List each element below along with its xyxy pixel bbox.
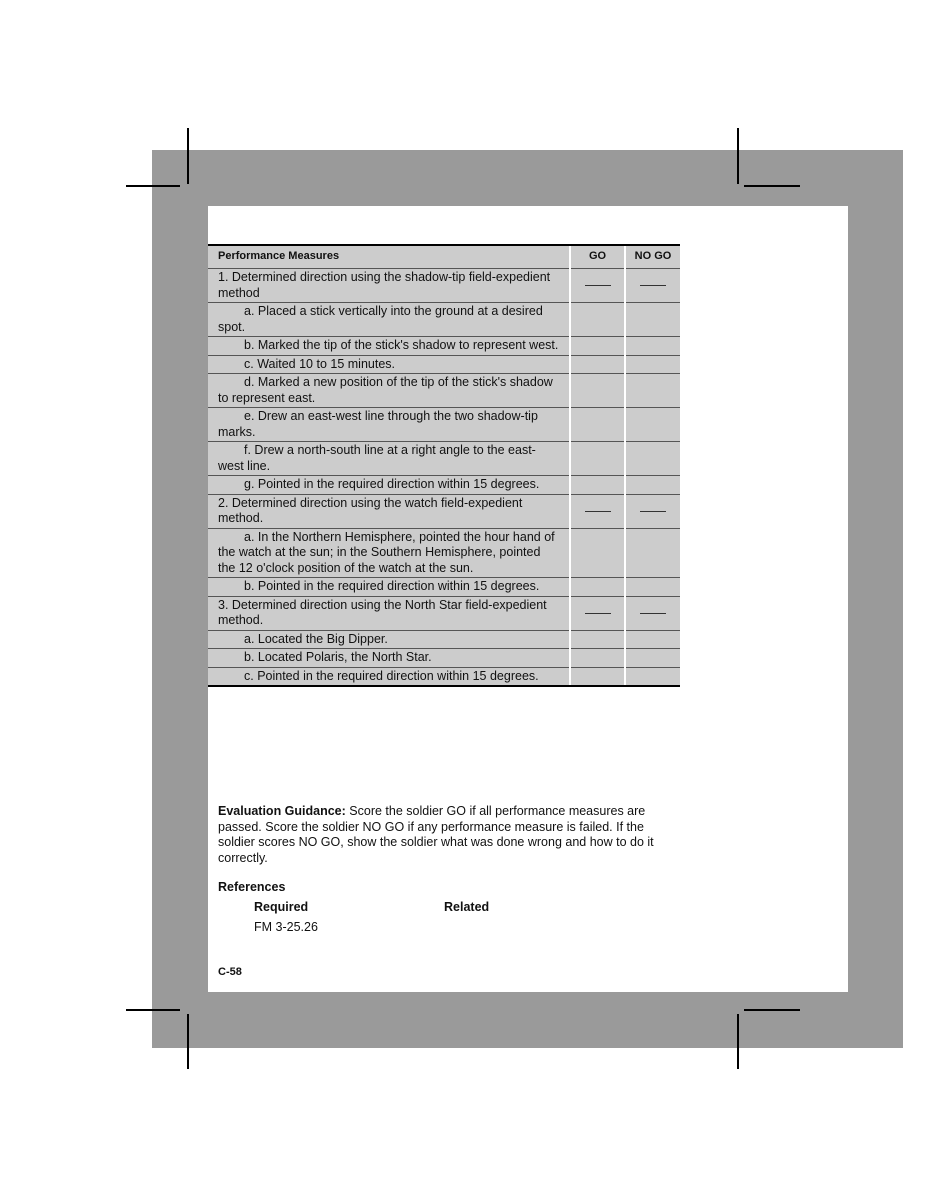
required-heading: Required [254, 900, 309, 914]
no-go-cell [625, 578, 680, 597]
go-cell [570, 528, 625, 578]
no-go-cell [625, 355, 680, 374]
go-cell [570, 337, 625, 356]
header-no-go: NO GO [625, 245, 680, 269]
crop-mark [737, 1014, 739, 1069]
performance-measures-table [208, 244, 680, 687]
required-reference-item: FM 3-25.26 [254, 920, 318, 934]
measure-text: 2. Determined direction using the watch field-expedient method. [208, 494, 570, 528]
no-go-cell [625, 408, 680, 442]
score-blank-line [640, 601, 666, 614]
table-row [208, 303, 680, 337]
go-cell [570, 649, 625, 668]
related-heading: Related [444, 900, 490, 914]
table-row [208, 355, 680, 374]
guidance-label: Evaluation Guidance: [218, 804, 346, 818]
no-go-cell [625, 667, 680, 686]
page-number: C-58 [218, 966, 242, 978]
no-go-cell [625, 649, 680, 668]
table-row [208, 408, 680, 442]
table-row [208, 578, 680, 597]
no-go-cell [625, 596, 680, 630]
crop-mark [126, 1009, 180, 1011]
table-row [208, 442, 680, 476]
go-cell [570, 442, 625, 476]
score-blank-line [585, 601, 611, 614]
measure-text: g. Pointed in the required direction within 15 degrees. [208, 476, 570, 495]
crop-mark [126, 185, 180, 187]
table-row [208, 494, 680, 528]
go-cell [570, 596, 625, 630]
no-go-cell [625, 337, 680, 356]
measure-text: b. Located Polaris, the North Star. [208, 649, 570, 668]
table-row [208, 596, 680, 630]
crop-mark [187, 1014, 189, 1069]
table-row [208, 374, 680, 408]
measure-text: d. Marked a new position of the tip of the stick's shadow to represent east. [208, 374, 570, 408]
measure-text: a. In the Northern Hemisphere, pointed the hour hand of the watch at the sun; in the Southern Hemisphere, pointed the 12 o'clock position of the watch at the sun. [208, 528, 570, 578]
no-go-cell [625, 476, 680, 495]
crop-mark [744, 185, 800, 187]
go-cell [570, 630, 625, 649]
go-cell [570, 408, 625, 442]
score-blank-line [640, 499, 666, 512]
crop-mark [744, 1009, 800, 1011]
crop-mark [737, 128, 739, 184]
no-go-cell [625, 374, 680, 408]
crop-mark [187, 128, 189, 184]
table-header-row [208, 245, 680, 269]
table-row [208, 528, 680, 578]
go-cell [570, 355, 625, 374]
measure-text: a. Located the Big Dipper. [208, 630, 570, 649]
header-go: GO [570, 245, 625, 269]
score-blank-line [640, 273, 666, 286]
score-blank-line [585, 273, 611, 286]
table-row [208, 649, 680, 668]
no-go-cell [625, 303, 680, 337]
go-cell [570, 374, 625, 408]
measure-text: c. Waited 10 to 15 minutes. [208, 355, 570, 374]
table-row [208, 337, 680, 356]
no-go-cell [625, 442, 680, 476]
references-title: References [218, 880, 286, 894]
no-go-cell [625, 528, 680, 578]
measure-text: b. Marked the tip of the stick's shadow to represent west. [208, 337, 570, 356]
measure-text: 3. Determined direction using the North Star field-expedient method. [208, 596, 570, 630]
go-cell [570, 667, 625, 686]
go-cell [570, 303, 625, 337]
go-cell [570, 494, 625, 528]
evaluation-guidance [218, 804, 678, 866]
table-row [208, 269, 680, 303]
no-go-cell [625, 630, 680, 649]
measure-text: a. Placed a stick vertically into the ground at a desired spot. [208, 303, 570, 337]
go-cell [570, 269, 625, 303]
no-go-cell [625, 494, 680, 528]
table-row [208, 667, 680, 686]
measure-text: c. Pointed in the required direction within 15 degrees. [208, 667, 570, 686]
score-blank-line [585, 499, 611, 512]
no-go-cell [625, 269, 680, 303]
header-performance-measures: Performance Measures [208, 245, 570, 269]
guidance-text: Score the soldier GO if all performance measures are passed. Score the soldier NO GO if any performance measure is failed. If the soldier scores NO GO, show the soldier what was done wrong and how to do it correctly. [218, 804, 654, 865]
measure-text: b. Pointed in the required direction within 15 degrees. [208, 578, 570, 597]
go-cell [570, 578, 625, 597]
measure-text: f. Drew a north-south line at a right angle to the east-west line. [208, 442, 570, 476]
measure-text: e. Drew an east-west line through the two shadow-tip marks. [208, 408, 570, 442]
measure-text: 1. Determined direction using the shadow-tip field-expedient method [208, 269, 570, 303]
table-row [208, 630, 680, 649]
table-row [208, 476, 680, 495]
go-cell [570, 476, 625, 495]
